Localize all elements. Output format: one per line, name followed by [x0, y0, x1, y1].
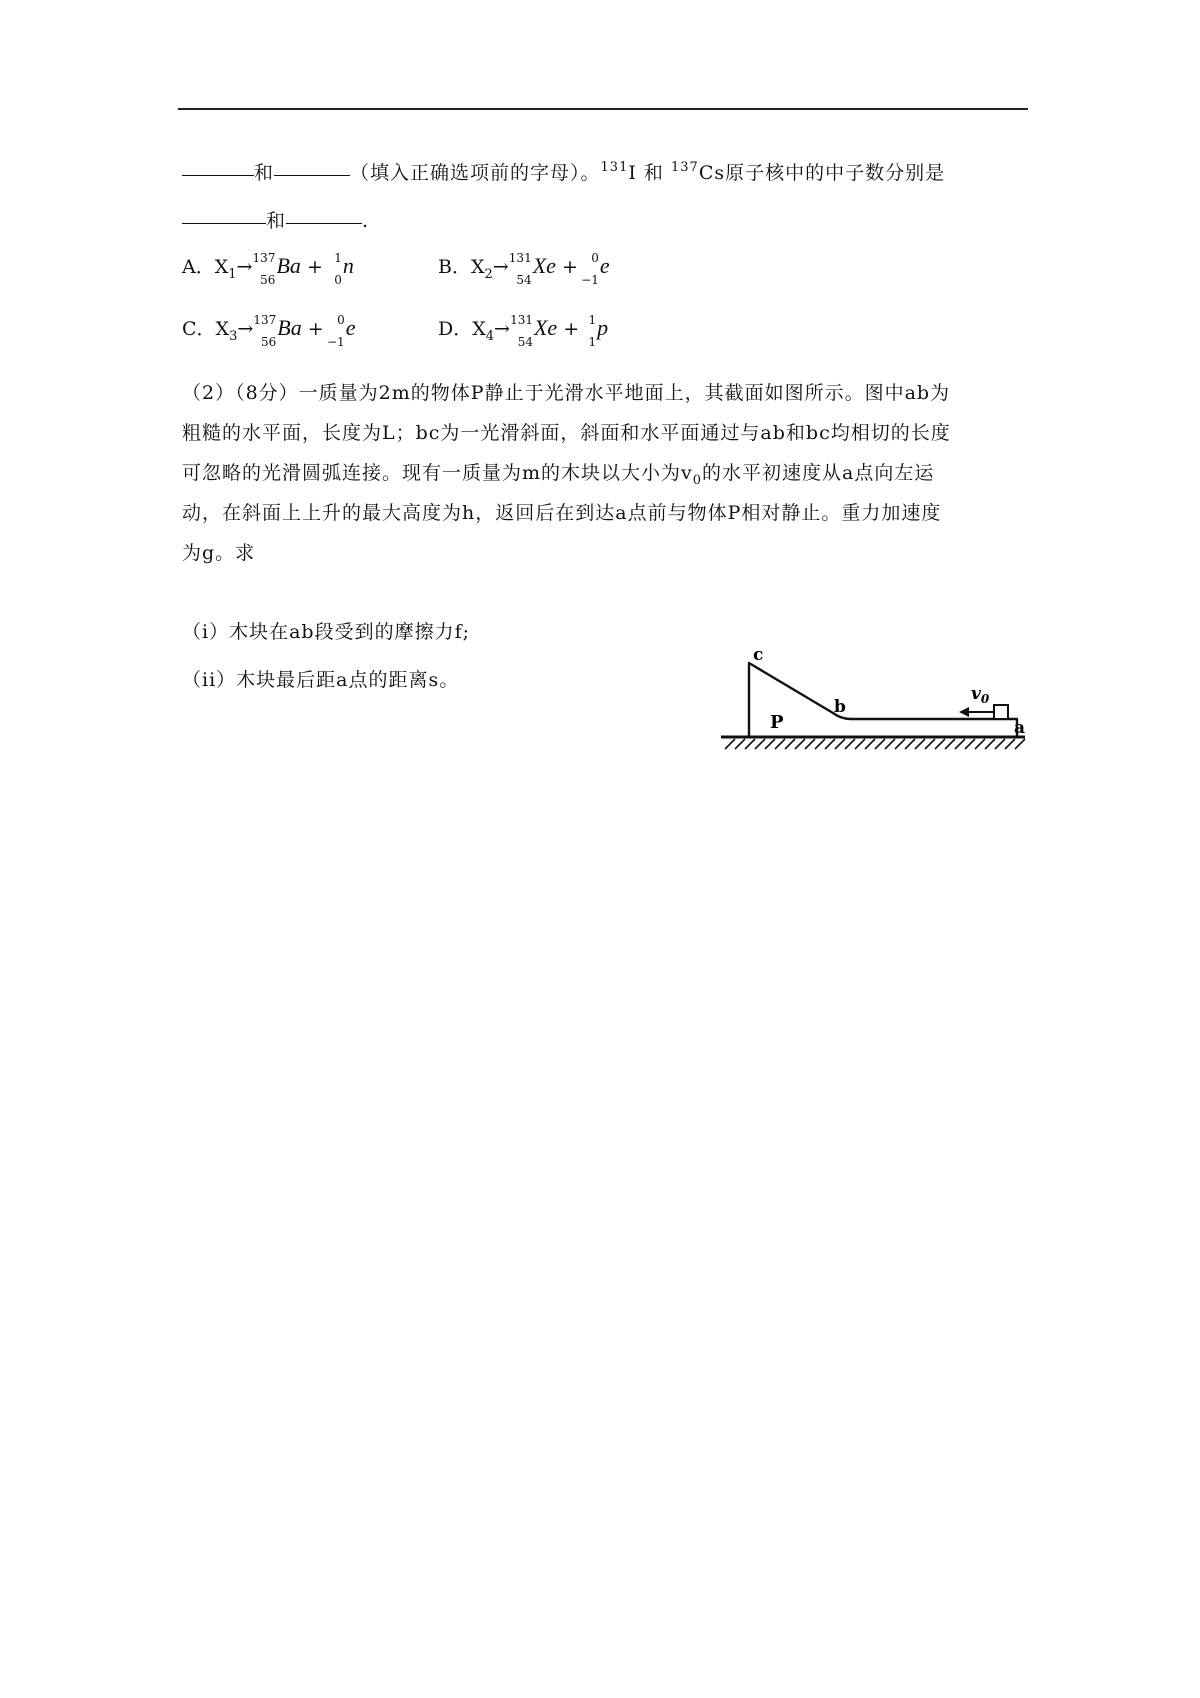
problem-line-2: 粗糙的水平面，长度为L；bc为一光滑斜面，斜面和水平面通过与ab和bc均相切的长度	[182, 422, 951, 444]
problem-line-1: （2）（8分）一质量为2m的物体P静止于光滑水平地面上，其截面如图所示。图中ab为	[182, 382, 951, 404]
conjunction: 和	[643, 162, 664, 184]
question-1: （i）木块在ab段受到的摩擦力f;	[182, 621, 471, 643]
conjunction: 和	[266, 210, 287, 232]
answer-blank-1[interactable]	[182, 174, 254, 176]
answer-blank-4[interactable]	[286, 222, 362, 224]
cesium-mass-number: 137	[670, 160, 699, 175]
option-c: C．$X_3\to$ 137 56 Ba + 0 −1 e	[182, 313, 356, 349]
label-v0: $v_0$	[971, 684, 990, 706]
cesium-symbol: Cs	[698, 162, 726, 184]
label-a: a	[1014, 718, 1026, 738]
ground-hatching	[725, 739, 1025, 749]
problem-line-3: 可忽略的光滑圆弧连接。现有一质量为m的木块以大小为$v_0$的水平初速度从a点向左运	[182, 462, 935, 488]
answer-blank-3[interactable]	[182, 222, 266, 224]
problem-paragraph	[182, 373, 1024, 573]
header-rule	[178, 108, 1028, 110]
option-b: B．$X_2\to$ 131 54 Xe + 0 −1 e	[438, 251, 610, 287]
label-c: c	[753, 645, 764, 665]
option-d: D．$X_4\to$ 131 54 Xe + 1 1 p	[438, 313, 609, 349]
iodine-symbol: I	[628, 162, 637, 184]
intro-line-1	[182, 158, 945, 185]
iodine-mass-number: 131	[600, 160, 629, 175]
question-2: （ii）木块最后距a点的距离s。	[182, 669, 460, 691]
conjunction: 和	[254, 162, 275, 184]
answer-blank-2[interactable]	[274, 174, 350, 176]
instruction-text: （填入正确选项前的字母）。	[350, 162, 601, 184]
intro-line-2	[182, 206, 369, 233]
intro-tail-text: 原子核中的中子数分别是	[725, 162, 946, 184]
period: .	[362, 210, 370, 232]
problem-line-4: 动，在斜面上上升的最大高度为h，返回后在到达a点前与物体P相对静止。重力加速度	[182, 502, 942, 524]
velocity-arrowhead	[959, 707, 969, 717]
incline-block-diagram	[715, 645, 1030, 755]
option-a: A．$X_1\to$ 137 56 Ba + 1 0 n	[182, 251, 354, 287]
label-b: b	[834, 697, 846, 717]
label-p: P	[770, 712, 784, 733]
wood-block	[994, 705, 1008, 719]
problem-line-5: 为g。求	[182, 542, 256, 564]
